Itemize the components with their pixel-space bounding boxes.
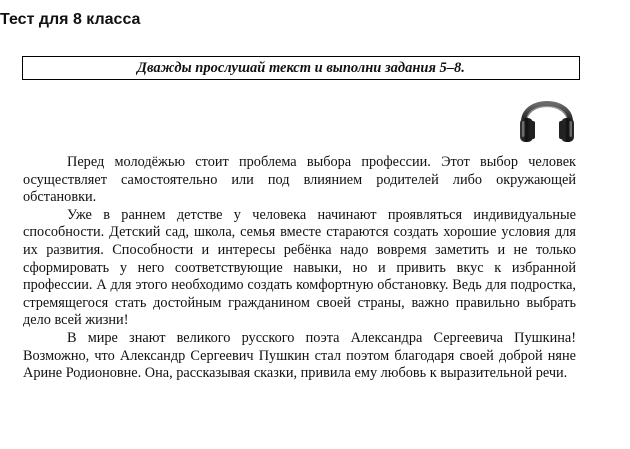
task-instruction: Дважды прослушай текст и выполни задания 5–8. — [137, 59, 465, 76]
reading-passage — [23, 154, 576, 383]
passage-paragraph: Перед молодёжью стоит проблема выбора профессии. Этот выбор человек осуществляет самостоятельно или под влиянием родителей либо окружающей обстановки. — [23, 154, 576, 206]
task-instruction-box — [22, 56, 580, 80]
page-title: Тест для 8 класса — [0, 11, 141, 28]
passage-paragraph: Уже в раннем детстве у человека начинают проявляться индивидуальные способности. Детский сад, школа, семья вместе стараются создать хорошие условия для их развития. Способности и интересы ребёнка надо вовремя заметить и не только сформировать у него соответствующие навыки, но и привить вкус к избранной профессии. А для этого необходимо создать комфортную обстановку. Ведь для подростка, стремящегося стать достойным гражданином своей страны, важно правильно выбрать дело всей жизни! — [23, 206, 576, 329]
passage-paragraph: В мире знают великого русского поэта Александра Сергеевича Пушкина! Возможно, что Александр Сергеевич Пушкин стал поэтом благодаря своей доброй няне Арине Родионовне. Она, рассказывая сказки, привила ему любовь к выразительной речи. — [23, 329, 576, 382]
headphones-icon — [516, 86, 578, 148]
headphones-icon-graphic — [516, 86, 578, 148]
